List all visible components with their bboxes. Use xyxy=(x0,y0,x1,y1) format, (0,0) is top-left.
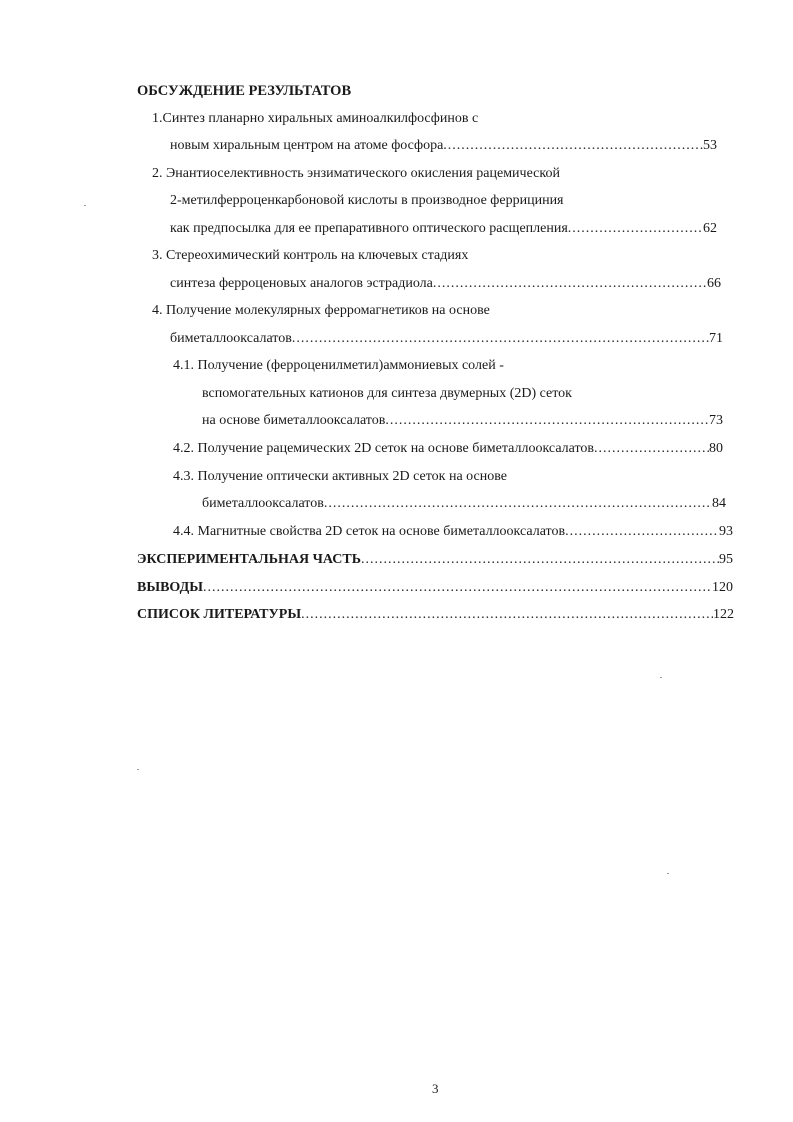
toc-entry-1-page: 53 xyxy=(703,138,717,153)
toc-entry-4-2-page: 80 xyxy=(709,441,723,456)
toc-section-conclusions-page: 120 xyxy=(712,580,733,595)
toc-entry-4-3-line-2: биметаллооксалатов xyxy=(202,496,324,511)
leader-dots xyxy=(433,275,707,293)
leader-dots xyxy=(301,606,713,624)
toc-entry-3[interactable] xyxy=(170,275,721,293)
toc-section-references-title: СПИСОК ЛИТЕРАТУРЫ xyxy=(137,607,302,622)
toc-section-references[interactable] xyxy=(137,606,734,624)
toc-entry-4-page: 71 xyxy=(709,331,723,346)
scan-speck xyxy=(84,205,86,206)
leader-dots xyxy=(568,220,703,238)
page-number: 3 xyxy=(432,1081,439,1096)
toc-entry-4-2-line-1: 4.2. Получение рацемических 2D сеток на основе биметаллооксалатов xyxy=(173,441,595,456)
toc-entry-2-line-1: 2. Энантиоселективность энзиматического окисления рацемической xyxy=(152,166,560,181)
toc-entry-3-line-2: синтеза ферроценовых аналогов эстрадиола xyxy=(170,276,433,291)
toc-entry-4-3[interactable] xyxy=(202,495,726,513)
toc-entry-2[interactable] xyxy=(170,220,717,238)
toc-entry-1[interactable] xyxy=(170,137,717,155)
toc-entry-4-4[interactable] xyxy=(173,523,733,541)
toc-entry-4-1-page: 73 xyxy=(709,413,723,428)
toc-entry-4-2[interactable] xyxy=(173,440,723,458)
leader-dots xyxy=(443,137,703,155)
toc-section-conclusions-title: ВЫВОДЫ xyxy=(137,580,203,595)
toc-entry-2-line-2: 2-метилферроценкарбоновой кислоты в производное феррициния xyxy=(170,193,564,208)
toc-section-experimental[interactable] xyxy=(137,551,733,569)
toc-entry-1-line-1: 1.Синтез планарно хиральных аминоалкилфосфинов с xyxy=(152,111,479,126)
toc-entry-4[interactable] xyxy=(170,330,723,348)
scan-speck xyxy=(667,873,669,874)
toc-entry-4-3-page: 84 xyxy=(712,496,726,511)
toc-entry-2-page: 62 xyxy=(703,221,717,236)
toc-entry-4-1-line-1: 4.1. Получение (ферроценилметил)аммониевых солей - xyxy=(173,358,504,373)
leader-dots xyxy=(385,412,709,430)
scan-speck xyxy=(660,677,662,678)
leader-dots xyxy=(594,440,709,458)
toc-entry-4-1[interactable] xyxy=(202,412,723,430)
toc-entry-4-line-1: 4. Получение молекулярных ферромагнетиков на основе xyxy=(152,303,490,318)
scan-speck xyxy=(137,769,139,770)
leader-dots xyxy=(203,579,712,597)
leader-dots xyxy=(361,551,719,569)
toc-entry-4-1-line-2: вспомогательных катионов для синтеза двумерных (2D) сеток xyxy=(202,386,572,401)
toc-entry-4-4-line-1: 4.4. Магнитные свойства 2D сеток на основе биметаллооксалатов xyxy=(173,524,566,539)
toc-entry-4-4-page: 93 xyxy=(719,524,733,539)
toc-section-references-page: 122 xyxy=(713,607,734,622)
leader-dots xyxy=(292,330,709,348)
toc-entry-3-page: 66 xyxy=(707,276,721,291)
toc-entry-4-3-line-1: 4.3. Получение оптически активных 2D сеток на основе xyxy=(173,469,507,484)
leader-dots xyxy=(565,523,719,541)
toc-entry-4-1-line-3: на основе биметаллооксалатов xyxy=(202,413,386,428)
toc-section-experimental-page: 95 xyxy=(719,552,733,567)
toc-section-experimental-title: ЭКСПЕРИМЕНТАЛЬНАЯ ЧАСТЬ xyxy=(137,552,361,567)
toc-entry-1-line-2: новым хиральным центром на атоме фосфора xyxy=(170,138,444,153)
section-heading: ОБСУЖДЕНИЕ РЕЗУЛЬТАТОВ xyxy=(137,83,352,99)
toc-entry-3-line-1: 3. Стереохимический контроль на ключевых стадиях xyxy=(152,248,469,263)
toc-entry-2-line-3: как предпосылка для ее препаративного оптического расщепления xyxy=(170,221,568,236)
toc-entry-4-line-2: биметаллооксалатов xyxy=(170,331,292,346)
toc-section-conclusions[interactable] xyxy=(137,579,733,597)
leader-dots xyxy=(324,495,712,513)
